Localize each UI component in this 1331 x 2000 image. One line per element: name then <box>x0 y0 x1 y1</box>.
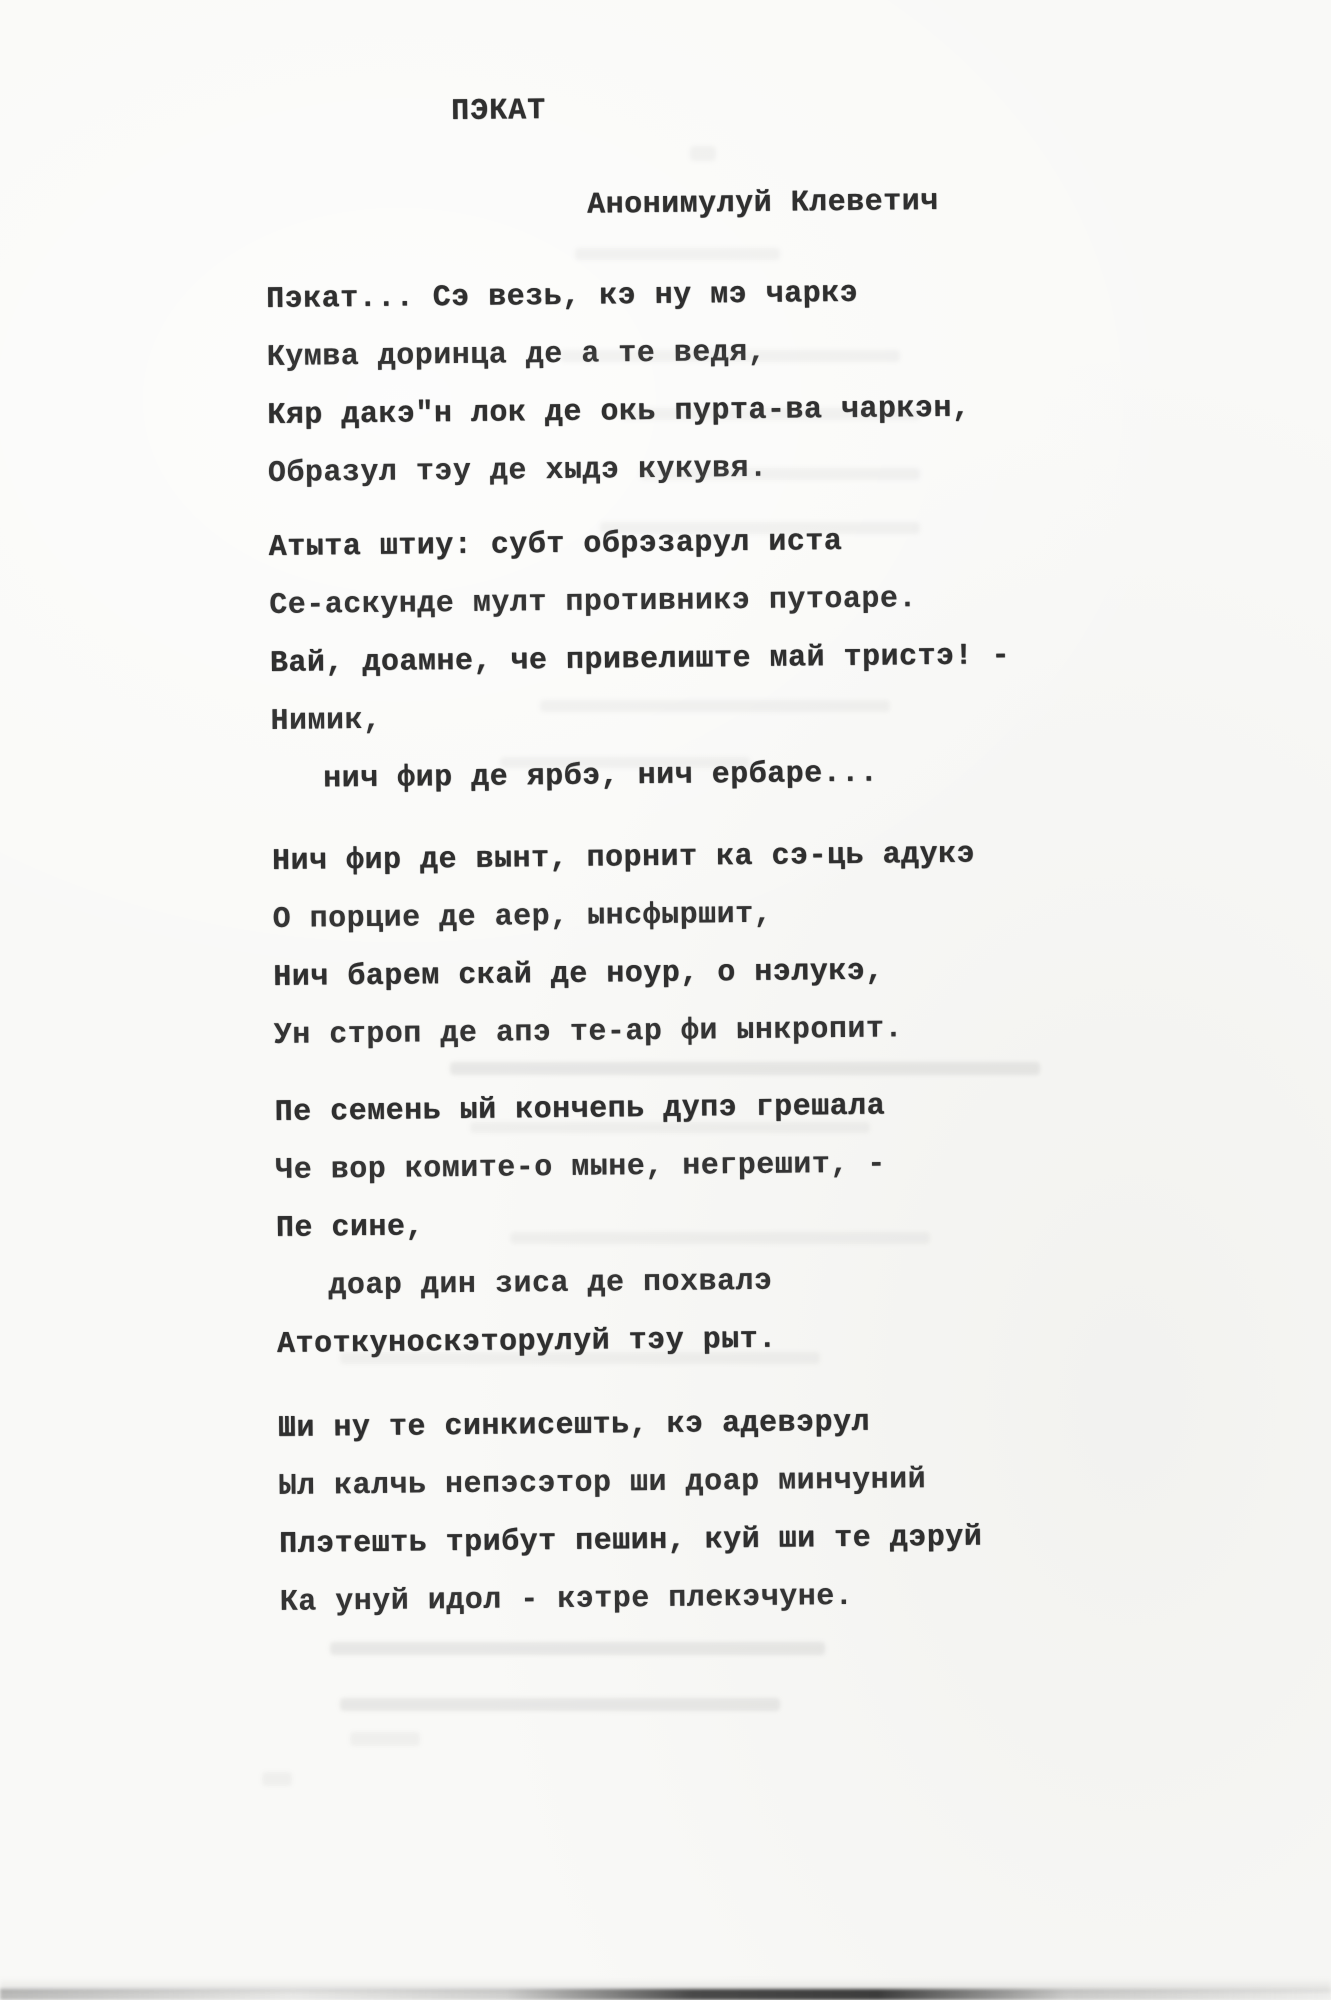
stanza-3 <box>272 838 978 1077</box>
poem-line: Нич фир де вынт, порнит ка сэ-ць адукэ <box>271 837 976 879</box>
bleedthrough-smudge <box>262 1772 292 1786</box>
poem-line: Се-аскунде мулт противникэ путоаре. <box>269 582 918 623</box>
scan-edge <box>0 1989 1331 2000</box>
poem-line: Ши ну те синкисешть, кэ адевэрул <box>277 1405 871 1446</box>
poem-line: Атыта штиу: субт обрэзарул иста <box>268 524 843 565</box>
poem-line: Атоткуноскэторулуй тэу рыт. <box>276 1322 777 1362</box>
poem-line: Ка унуй идол - кэтре плекэчуне. <box>279 1579 854 1620</box>
poem-line: Пэкат... Сэ везь, кэ ну мэ чаркэ <box>265 276 859 317</box>
poem-line: Вай, доамне, че привелиште май тристэ! - <box>269 639 1011 681</box>
poem-line: Нимик, <box>270 703 382 739</box>
poem-line: Ыл калчь непэсэтор ши доар минчуний <box>278 1463 927 1504</box>
poem-line: О порцие де аер, ынсфыршит, <box>272 897 773 937</box>
poem-line: Пе сине, <box>275 1210 425 1246</box>
bleedthrough-smudge <box>600 522 920 534</box>
bleedthrough-smudge <box>500 757 750 768</box>
poem-line: Че вор комите-о мыне, негрешит, - <box>275 1147 887 1188</box>
bleedthrough-smudge <box>340 1698 780 1711</box>
poem-line: Нич барем скай де ноур, о нэлукэ, <box>273 954 884 995</box>
bleedthrough-smudge <box>560 350 900 362</box>
poem-line: доар дин зиса де похвалэ <box>328 1264 773 1304</box>
bleedthrough-smudge <box>510 1232 930 1244</box>
bleedthrough-smudge <box>540 700 890 712</box>
bleedthrough-smudge <box>640 468 920 480</box>
poem-line: Пе семень ый кончепь дупэ грешала <box>274 1089 886 1130</box>
poem-byline: Анонимулуй Клеветич <box>586 184 939 223</box>
bleedthrough-smudge <box>575 248 780 260</box>
poem-line: Плэтешть трибут пешин, куй ши те дэруй <box>279 1520 983 1562</box>
poem-line: Кяр дакэ"н лок де окь пурта-ва чаркэн, <box>267 391 971 433</box>
poem-title: ПЭКАТ <box>451 94 547 130</box>
bleedthrough-smudge <box>470 1122 870 1133</box>
bleedthrough-smudge <box>340 1352 820 1364</box>
stanza-5 <box>278 1405 984 1644</box>
poem-line: Кумва доринца де а те ведя, <box>266 335 767 375</box>
bleedthrough-smudge <box>620 408 920 420</box>
poem-line: нич фир де ярбэ, нич ербаре... <box>322 756 879 797</box>
bleedthrough-smudge <box>330 1642 825 1655</box>
bleedthrough-smudge <box>690 146 716 161</box>
poem-line: Ун строп де апэ те-ар фи ынкропит. <box>273 1012 904 1053</box>
bleedthrough-smudge <box>450 1062 1040 1075</box>
bleedthrough-smudge <box>350 1732 420 1746</box>
stanza-2 <box>269 523 1012 821</box>
poem-line: Образул тэу де хыдэ кукувя. <box>267 451 768 491</box>
